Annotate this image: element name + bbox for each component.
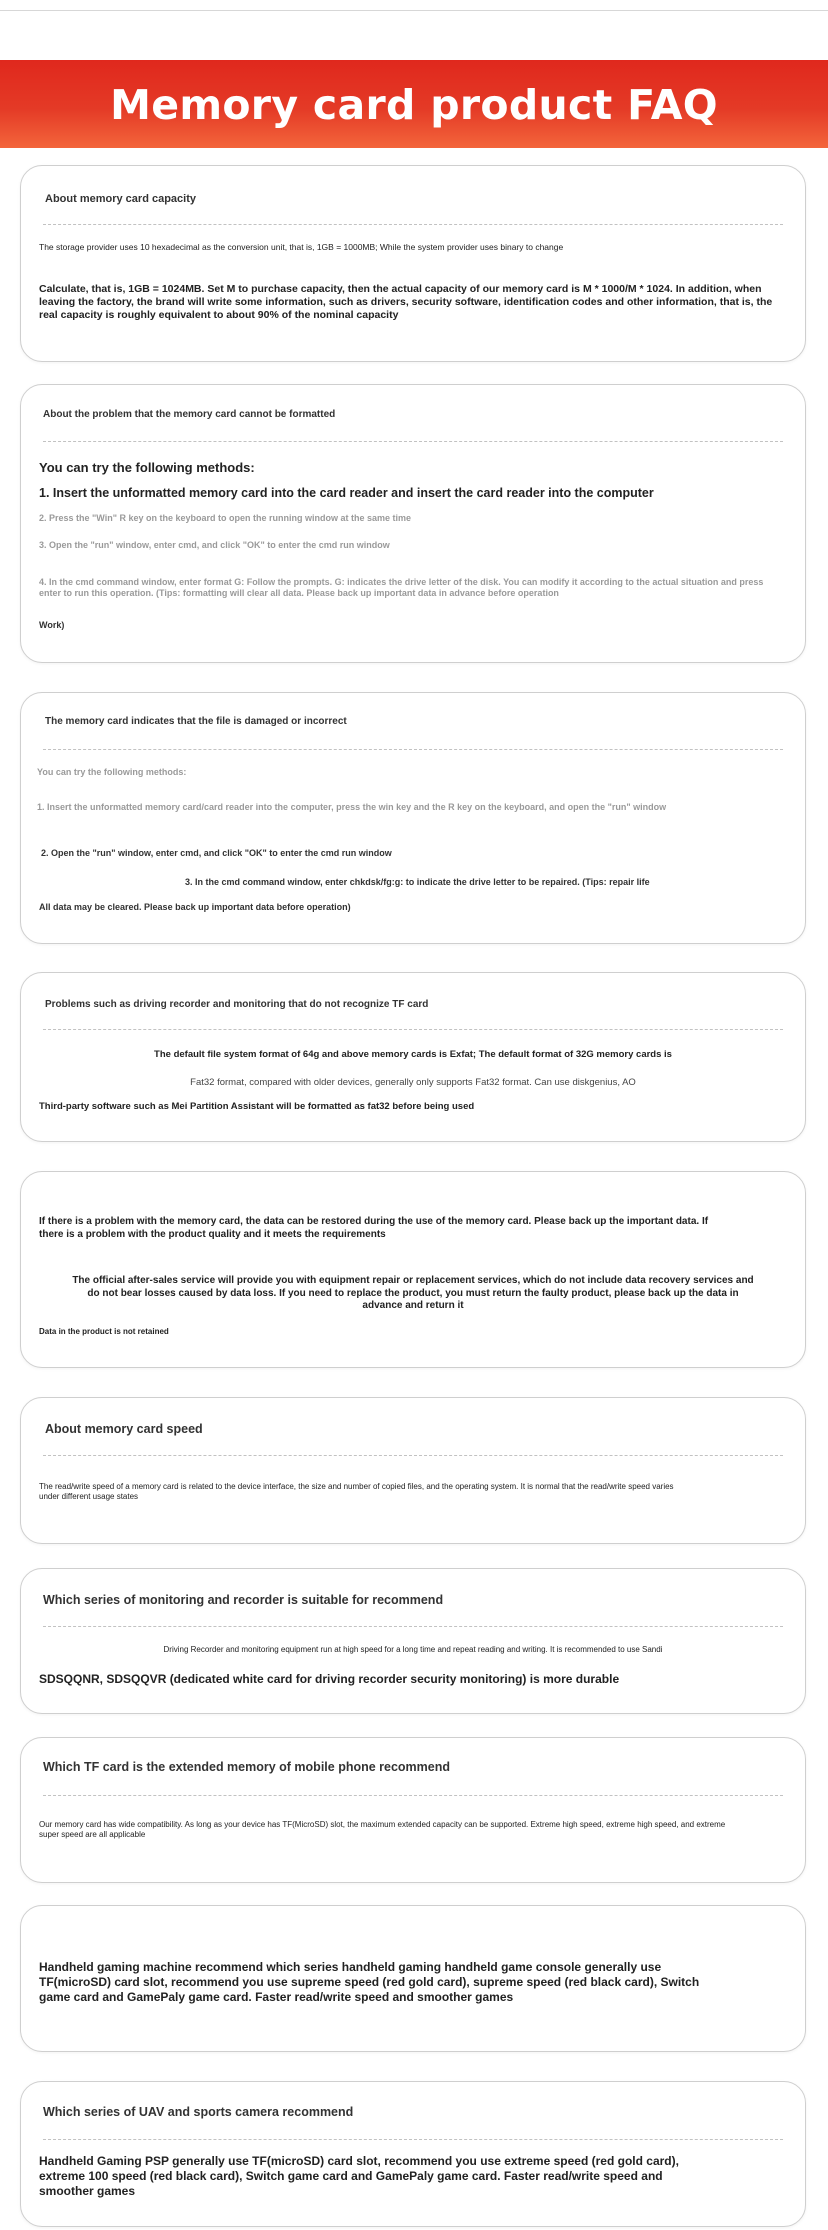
faq-card-damaged — [20, 692, 806, 944]
card-text: SDSQQNR, SDSQQVR (dedicated white card for driving recorder security monitoring) is more durable — [39, 1672, 620, 1686]
card-divider — [43, 441, 783, 442]
card-text: Fat32 format, compared with older devices, generally only supports Fat32 format. Can use diskgenius, AO — [190, 1077, 636, 1088]
card-divider — [43, 1029, 783, 1030]
card-text: The storage provider uses 10 hexadecimal as the conversion unit, that is, 1GB = 1000MB; While the system provider uses binary to change — [39, 242, 564, 252]
card-title: About memory card speed — [45, 1422, 203, 1436]
faq-card-monitoring — [20, 1568, 806, 1714]
card-text: Driving Recorder and monitoring equipment run at high speed for a long time and repeat reading and writing. It is recommended to use Sandi — [163, 1645, 663, 1654]
card-title: The memory card indicates that the file is damaged or incorrect — [45, 716, 347, 727]
card-lead: You can try the following methods: — [37, 767, 187, 777]
faq-card-mobile — [20, 1737, 806, 1883]
card-text: The official after-sales service will provide you with equipment repair or replacement services, which do not include data recovery services and do not bear losses caused by data loss. If you need to replace the product, you must return the faulty product, please back up the data in advance and return it — [72, 1275, 754, 1311]
card-text: Handheld Gaming PSP generally use TF(microSD) card slot, recommend you use extreme speed (red gold card), extreme 100 speed (red black card), Switch game card and GamePaly game card. Faster read/write speed and smoother games — [39, 2154, 679, 2198]
card-text: Calculate, that is, 1GB = 1024MB. Set M to purchase capacity, then the actual capacity of our memory card is M * 1000/M * 1024. In addition, when leaving the factory, the brand will write some information, such as drivers, security software, identification codes and other information, that is, the real capacity is roughly equivalent to about 90% of the nominal capacity — [39, 283, 773, 322]
step-2: 2. Press the "Win" R key on the keyboard to open the running window at the same time — [39, 513, 412, 523]
step-4: 4. In the cmd command window, enter format G: Follow the prompts. G: indicates the drive letter of the disk. You can modify it according to the actual situation and press enter to run this operation. (Tips: formatting will clear all data. Please back up important data in advance before operation — [39, 577, 764, 599]
step-3: 3. In the cmd command window, enter chkdsk/fg:g: to indicate the drive letter to be repaired. (Tips: repair life — [185, 877, 650, 887]
card-text: If there is a problem with the memory card, the data can be restored during the use of the memory card. Please back up the important data. If there is a problem with the product quality and it meets the requirements — [39, 1216, 709, 1240]
card-text: The default file system format of 64g and above memory cards is Exfat; The default format of 32G memory cards is — [154, 1049, 672, 1060]
card-text: Third-party software such as Mei Partition Assistant will be formatted as fat32 before being used — [39, 1101, 475, 1112]
card-lead: You can try the following methods: — [39, 460, 255, 475]
card-divider — [43, 1626, 783, 1627]
card-divider — [43, 1795, 783, 1796]
faq-card-capacity — [20, 165, 806, 362]
step-1: 1. Insert the unformatted memory card/card reader into the computer, press the win key and the R key on the keyboard, and open the "run" window — [37, 802, 667, 812]
card-divider — [43, 749, 783, 750]
card-title: Which TF card is the extended memory of mobile phone recommend — [43, 1760, 451, 1774]
step-4: All data may be cleared. Please back up important data before operation) — [39, 902, 351, 912]
card-title: Problems such as driving recorder and monitoring that do not recognize TF card — [45, 999, 429, 1010]
card-text: Data in the product is not retained — [39, 1327, 169, 1336]
card-divider — [43, 2139, 783, 2140]
card-text: The read/write speed of a memory card is related to the device interface, the size and number of copied files, and the operating system. It is normal that the read/write speed varies under different usage states — [39, 1482, 674, 1501]
step-3: 3. Open the "run" window, enter cmd, and click "OK" to enter the cmd run window — [39, 540, 390, 550]
page-title: Memory card product FAQ — [110, 81, 718, 129]
faq-card-handheld — [20, 1905, 806, 2052]
card-text: Handheld gaming machine recommend which series handheld gaming handheld game console generally use TF(microSD) card slot, recommend you use supreme speed (red gold card), supreme speed (red black card), Switch game card and GamePaly game card. Faster read/write speed and smoother games — [39, 1960, 700, 2004]
faq-card-recorder — [20, 972, 806, 1142]
top-divider — [0, 10, 828, 11]
card-title: About the problem that the memory card cannot be formatted — [43, 409, 336, 420]
card-title: Which series of UAV and sports camera recommend — [43, 2105, 354, 2119]
faq-card-format — [20, 384, 806, 663]
card-title: Which series of monitoring and recorder is suitable for recommend — [43, 1593, 444, 1607]
faq-card-data-recovery — [20, 1171, 806, 1368]
faq-card-speed — [20, 1397, 806, 1544]
card-divider — [43, 224, 783, 225]
card-title: About memory card capacity — [45, 193, 196, 205]
step-2: 2. Open the "run" window, enter cmd, and click "OK" to enter the cmd run window — [41, 848, 392, 858]
step-4-end: Work) — [39, 620, 65, 630]
card-text: Our memory card has wide compatibility. As long as your device has TF(MicroSD) slot, the maximum extended capacity can be supported. Extreme high speed, extreme high speed, and extreme super speed are all applicable — [39, 1820, 726, 1839]
step-1: 1. Insert the unformatted memory card into the card reader and insert the card reader into the computer — [39, 486, 654, 500]
card-divider — [43, 1455, 783, 1456]
faq-card-uav — [20, 2081, 806, 2227]
faq-banner — [0, 60, 828, 148]
